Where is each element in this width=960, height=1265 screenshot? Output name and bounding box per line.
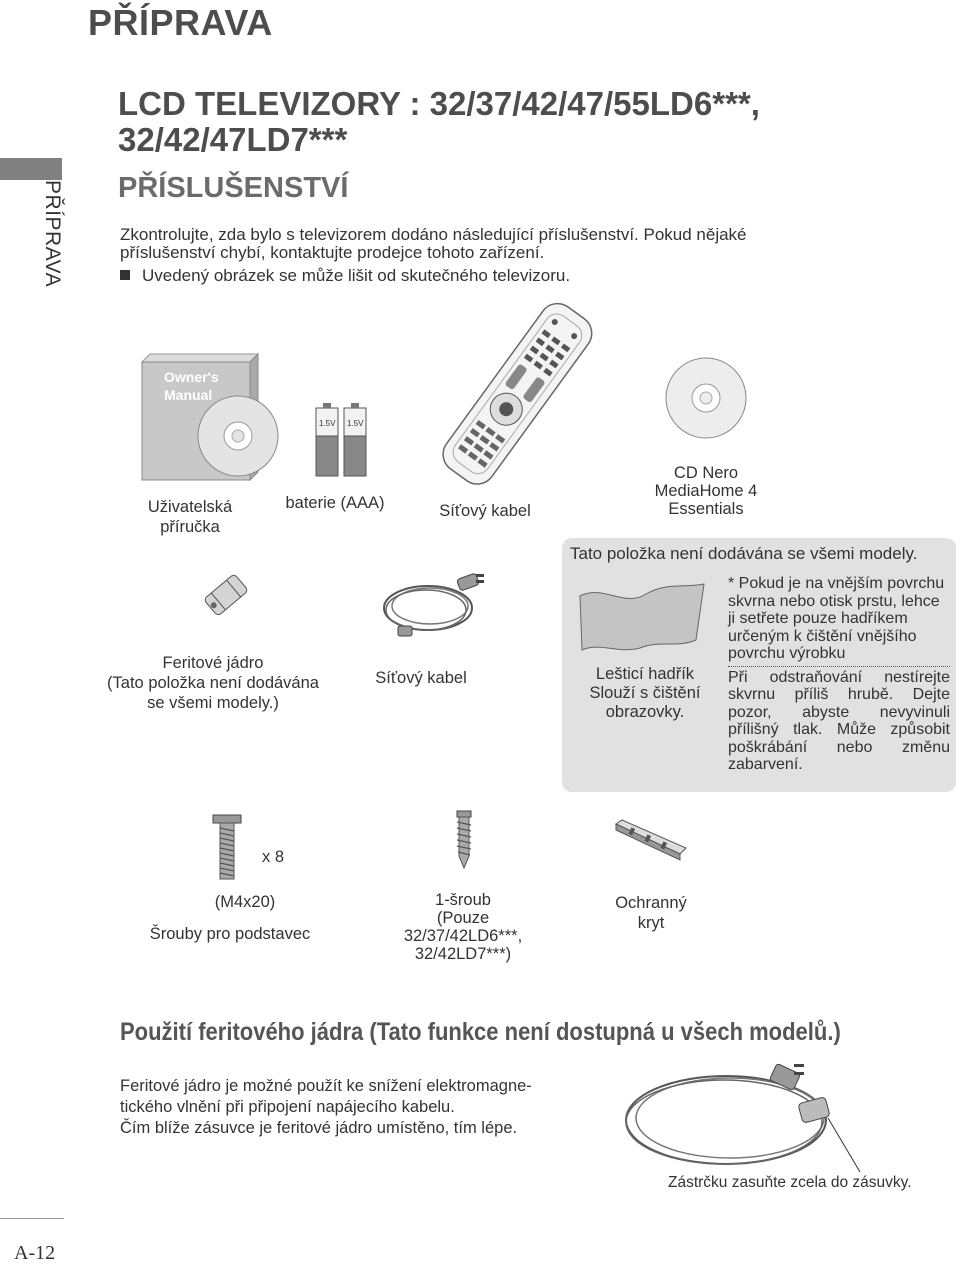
cleaning-note-1: * Pokud je na vnějším povrchu skvrna nebo otisk prstu, lehce ji setřete pouze hadříkem určeným k čištění vnějšího povrchu výrobku (728, 575, 945, 662)
optional-items-title: Tato položka není dodávána se všemi modely. (570, 544, 918, 563)
footer-divider (0, 1218, 64, 1219)
title-line-1: LCD TELEVIZORY : 32/37/42/47/55LD6***, (118, 85, 760, 122)
ferrite-caption-line-3: se všemi modely.) (147, 694, 279, 712)
page-header: PŘÍPRAVA (88, 2, 273, 43)
battery-label-1: 1.5V (319, 419, 336, 428)
owners-manual-illustration (138, 352, 288, 492)
stand-screw-illustration (212, 814, 242, 880)
cd-caption-line-2: MediaHome 4 (654, 482, 758, 500)
battery-label-2: 1.5V (347, 419, 364, 428)
cleaning-cloth-illustration (574, 582, 710, 654)
single-screw-line-3: 32/37/42LD6***, (403, 927, 523, 945)
manual-cover-text-2: Manual (164, 387, 213, 403)
cover-caption-line-1: Ochranný (615, 894, 687, 912)
ferrite-section-body (120, 1076, 600, 1139)
cleaning-note (728, 575, 950, 774)
single-screw-line-4: 32/42LD7***) (414, 945, 512, 963)
power-cord-caption: Síťový kabel (375, 669, 467, 687)
batteries-illustration (314, 402, 370, 478)
remote-caption: Síťový kabel (439, 502, 531, 520)
manual-caption-line-2: příručka (160, 518, 220, 536)
batteries-caption: baterie (AAA) (285, 494, 385, 512)
cd-caption (620, 464, 792, 518)
cover-caption-line-2: kryt (637, 914, 665, 932)
ferrite-body-line-3: Čím blíže zásuvce je feritové jádro umístěno, tím lépe. (120, 1119, 518, 1137)
intro-line-2: příslušenství chybí, kontaktujte prodejce tohoto zařízení. (120, 243, 545, 262)
single-screw-line-1: 1-šroub (435, 891, 491, 909)
ferrite-caption-line-2: (Tato položka není dodávána (107, 674, 319, 692)
cleaning-note-2: Při odstraňování nestírejte skvrnu příliš hrubě. Dejte pozor, abyste nevyvinuli přílišný tlak. Může způsobit poškrábání nebo změnu zabarvení. (728, 668, 950, 773)
cloth-caption (572, 665, 718, 722)
stand-screws-caption: Šrouby pro podstavec (149, 925, 311, 943)
cd-caption-line-1: CD Nero (673, 464, 739, 482)
cloth-caption-line-3: obrazovky. (605, 703, 685, 721)
note (120, 266, 570, 286)
cd-caption-line-3: Essentials (668, 500, 744, 518)
sidebar-marker (0, 158, 62, 180)
section-subtitle: PŘÍSLUŠENSTVÍ (118, 172, 349, 204)
remote-control-illustration (428, 298, 608, 488)
power-cord-illustration (378, 570, 498, 642)
screw-count: x 8 (262, 848, 285, 866)
page-number: A-12 (14, 1242, 56, 1264)
ferrite-body-line-2: tického vlnění při připojení napájecího kabelu. (120, 1098, 455, 1116)
manual-caption-line-1: Uživatelská (147, 498, 233, 516)
note-text: Uvedený obrázek se může lišit od skutečného televizoru. (142, 266, 571, 285)
intro-text (120, 226, 900, 262)
ferrite-cord-illustration (616, 1060, 916, 1176)
single-screw-illustration (452, 810, 476, 870)
single-screw-line-2: (Pouze (436, 909, 490, 927)
manual-cover-text-1: Owner's (164, 369, 219, 385)
manual-caption (120, 497, 260, 537)
cd-illustration (664, 356, 748, 440)
title-line-2: 32/42/47LD7*** (118, 121, 348, 158)
plug-caption: Zástrčku zasuňte zcela do zásuvky. (668, 1174, 912, 1191)
ferrite-core-illustration (198, 570, 254, 620)
cover-caption (590, 893, 712, 933)
protective-cover-illustration (612, 818, 690, 862)
cloth-caption-line-2: Slouží s čištění (589, 684, 701, 702)
sidebar-label: PŘÍPRAVA (41, 180, 64, 288)
screw-size: (M4x20) (214, 893, 276, 911)
ferrite-caption (88, 653, 338, 713)
bullet-square-icon (120, 270, 130, 280)
single-screw-caption (388, 891, 538, 963)
intro-line-1: Zkontrolujte, zda bylo s televizorem dodáno následující příslušenství. Pokud nějaké (120, 225, 747, 244)
ferrite-body-line-1: Feritové jádro je možné použít ke snížení elektromagne- (120, 1077, 532, 1095)
dotted-divider (728, 666, 950, 667)
page-title (118, 86, 760, 158)
ferrite-caption-line-1: Feritové jádro (162, 654, 264, 672)
ferrite-section-title: Použití feritového jádra (Tato funkce není dostupná u všech modelů.) (120, 1018, 841, 1046)
cloth-caption-line-1: Lešticí hadřík (595, 665, 695, 683)
